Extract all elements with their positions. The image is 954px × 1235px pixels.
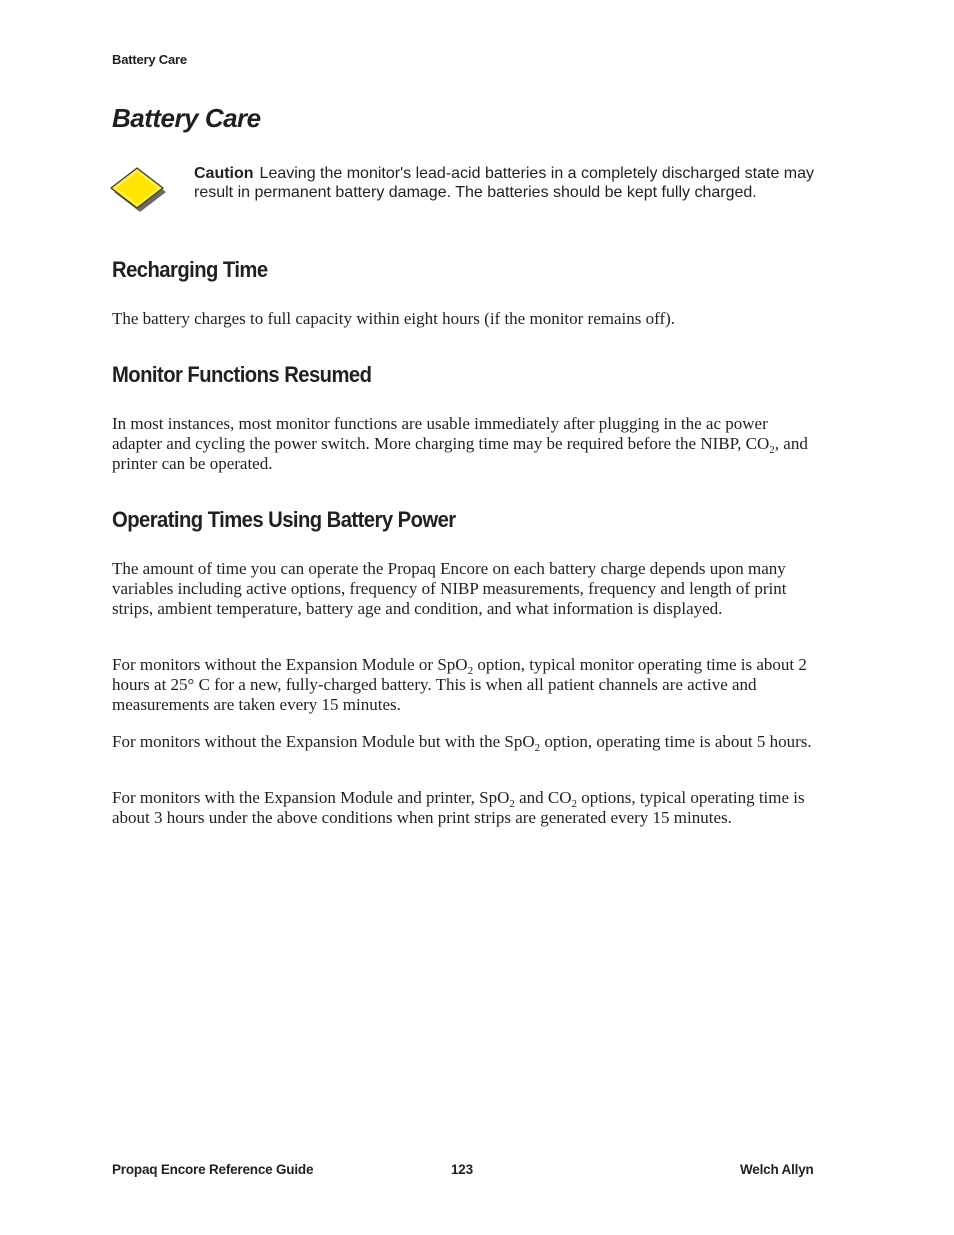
operating-paragraph-1: The amount of time you can operate the Propaq Encore on each battery charge depends upon many variables including active options, frequency of NIBP measurements, frequency and length of print strips, ambient temperature, battery age and condition, and what information is displayed.: [112, 559, 787, 618]
footer-page-number: 123: [451, 1162, 473, 1177]
subscript: 2: [467, 665, 474, 677]
footer-guide-title: Propaq Encore Reference Guide: [112, 1162, 314, 1177]
subscript: 2: [571, 798, 578, 810]
operating-paragraph-3: For monitors without the Expansion Module but with the SpO$_2$ option, operating time is about 5 hours.: [112, 732, 812, 754]
page-title: Battery Care: [112, 103, 261, 133]
recharging-paragraph: The battery charges to full capacity within eight hours (if the monitor remains off).: [112, 309, 676, 328]
heading-monitor-functions-resumed: Monitor Functions Resumed: [112, 362, 372, 387]
heading-operating-times: Operating Times Using Battery Power: [112, 507, 456, 532]
resumed-paragraph: In most instances, most monitor functions are usable immediately after plugging in the ac power adapter and cycling the power switch. More charging time may be required before the NIBP, $CO_2$, and printer can be operated.: [112, 414, 808, 473]
operating-paragraph-2: For monitors without the Expansion Module or SpO$_2$ option, typical monitor operating time is about 2 hours at 25° C for a new, fully-charged battery. This is when all patient channels are active and measurements are taken every 15 minutes.: [112, 655, 807, 714]
caution-diamond-icon: [110, 163, 168, 213]
footer-company: Welch Allyn: [740, 1162, 814, 1177]
caution-body: Leaving the monitor's lead-acid batteries in a completely discharged state may result in permanent battery damage. The batteries should be kept fully charged.: [194, 165, 815, 201]
heading-recharging-time: Recharging Time: [112, 257, 268, 282]
operating-paragraph-4: For monitors with the Expansion Module and printer, SpO$_2$ and $CO_2$ options, typical operating time is about 3 hours under the above conditions when print strips are generated every 15 minutes.: [112, 788, 805, 827]
subscript: 2: [769, 444, 775, 456]
subscript: 2: [534, 742, 541, 754]
running-head: Battery Care: [112, 52, 187, 67]
caution-message: [194, 164, 814, 202]
subscript: 2: [509, 798, 515, 810]
caution-label: Caution: [194, 165, 254, 182]
